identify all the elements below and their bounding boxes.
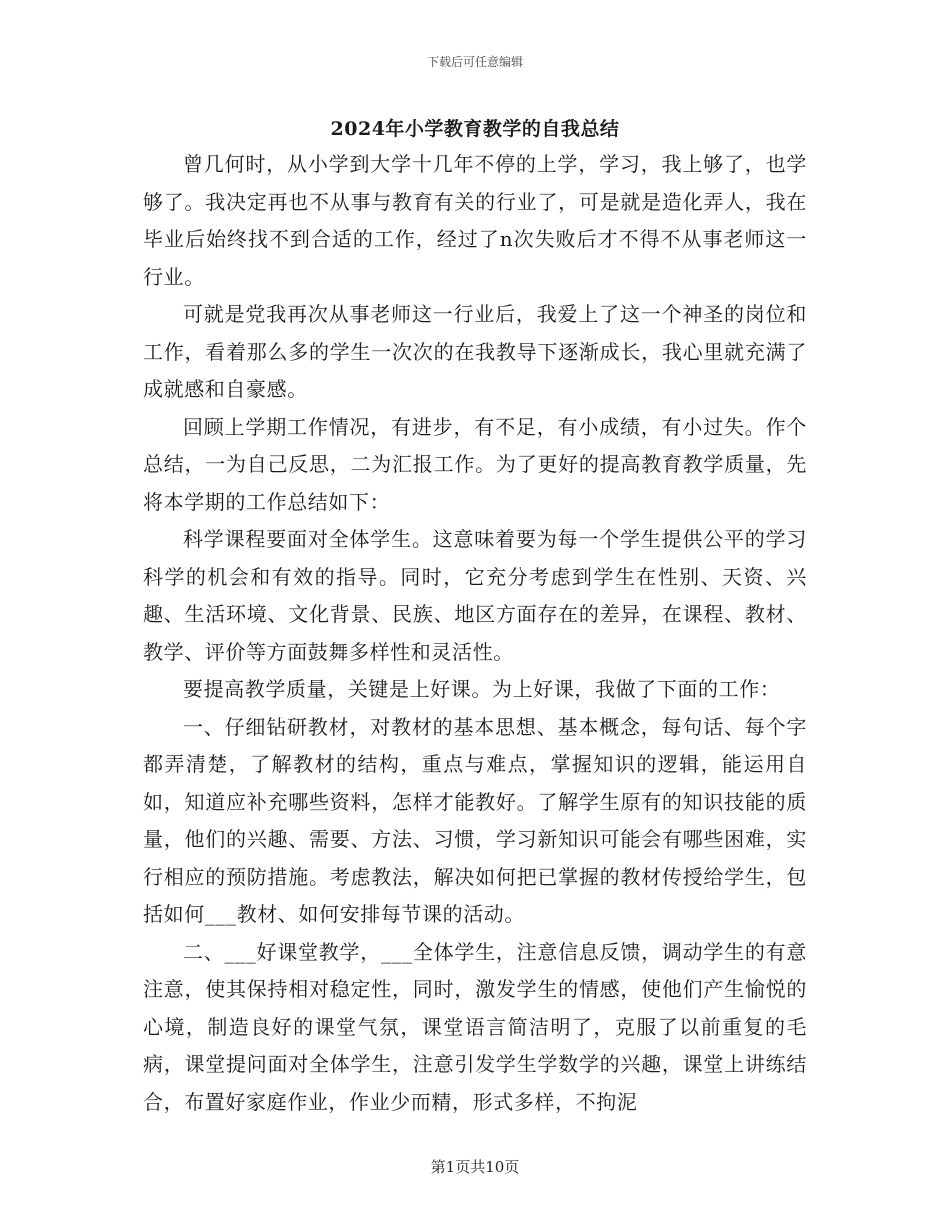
page-header-note: 下载后可任意编辑 (426, 55, 523, 69)
paragraph: 科学课程要面对全体学生。这意味着要为每一个学生提供公平的学习科学的机会和有效的指导。同时，它充分考虑到学生在性别、天资、兴趣、生活环境、文化背景、民族、地区方面存在的差异，在课程、教材、教学、评价等方面鼓舞多样性和灵活性。 (143, 527, 807, 664)
document-title: 2024年小学教育教学的自我总结 (330, 118, 620, 140)
paragraph: 要提高教学质量，关键是上好课。为上好课，我做了下面的工作： (183, 677, 781, 701)
paragraph: 可就是党我再次从事老师这一行业后，我爱上了这一个神圣的岗位和工作，看着那么多的学生一次次的在我教导下逐渐成长，我心里就充满了成就感和自豪感。 (143, 302, 807, 401)
paragraph: 曾几何时，从小学到大学十几年不停的上学，学习，我上够了，也学够了。我决定再也不从事与教育有关的行业了，可是就是造化弄人，我在毕业后始终找不到合适的工作，经过了n次失败后才不得不从事老师这一行业。 (143, 152, 807, 289)
document-body (143, 146, 807, 1121)
page-number-footer: 第1页共10页 (430, 1158, 520, 1176)
paragraph: 回顾上学期工作情况，有进步，有不足，有小成绩，有小过失。作个总结，一为自己反思，二为汇报工作。为了更好的提高教育教学质量，先将本学期的工作总结如下： (143, 414, 807, 514)
paragraph: 二、___好课堂教学，___全体学生，注意信息反馈，调动学生的有意注意，使其保持相对稳定性，同时，激发学生的情感，使他们产生愉悦的心境，制造良好的课堂气氛，课堂语言简洁明了，克服了以前重复的毛病，课堂提问面对全体学生，注意引发学生学数学的兴趣，课堂上讲练结合，布置好家庭作业，作业少而精，形式多样，不拘泥 (143, 939, 807, 1114)
paragraph: 一、仔细钻研教材，对教材的基本思想、基本概念，每句话、每个字都弄清楚，了解教材的结构，重点与难点，掌握知识的逻辑，能运用自如，知道应补充哪些资料，怎样才能教好。了解学生原有的知识技能的质量，他们的兴趣、需要、方法、习惯，学习新知识可能会有哪些困难，实行相应的预防措施。考虑教法，解决如何把已掌握的教材传授给学生，包括如何___教材、如何安排每节课的活动。 (143, 714, 807, 926)
